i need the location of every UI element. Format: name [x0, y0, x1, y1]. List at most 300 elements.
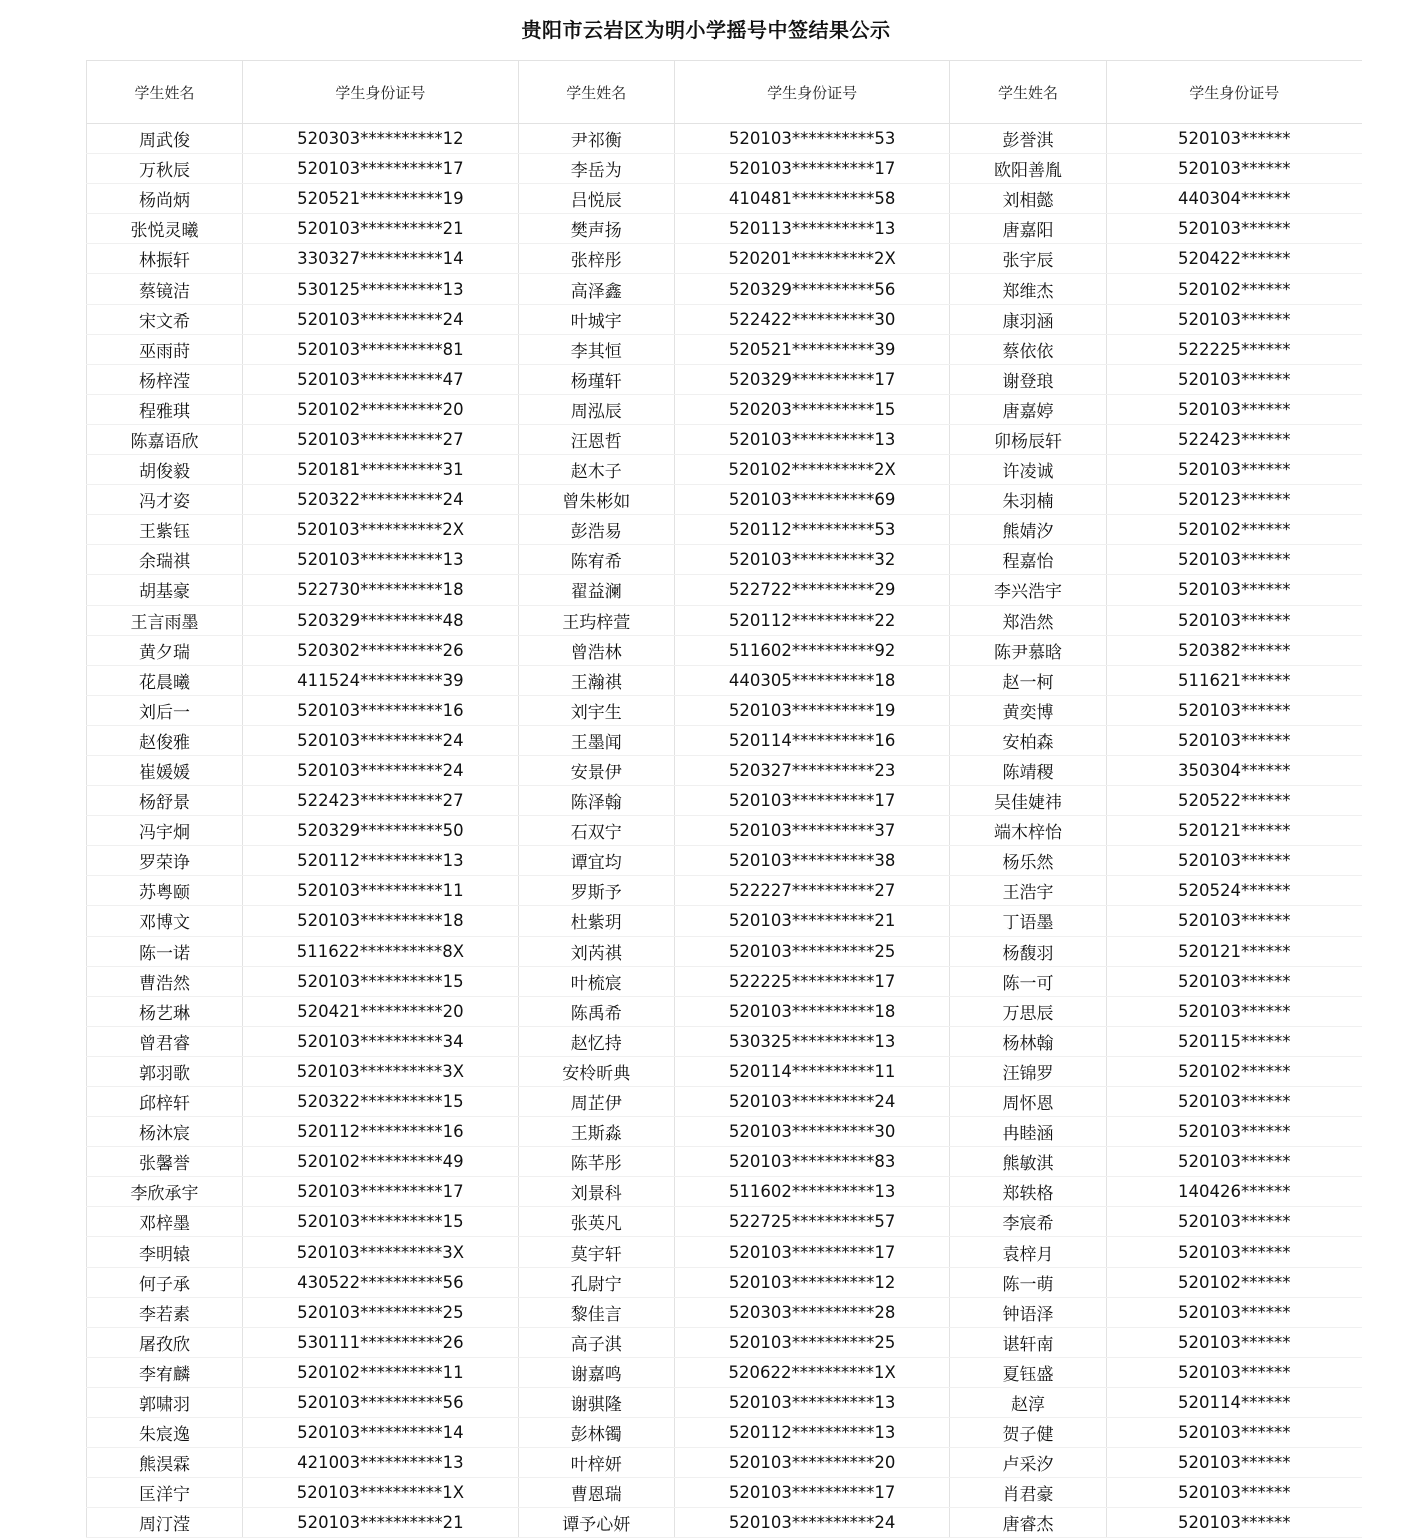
table-row: [87, 1327, 1363, 1357]
student-id-cell: 520103**********11: [243, 876, 519, 906]
student-name-cell: 蔡镜洁: [87, 274, 243, 304]
student-id-cell: 520522******: [1106, 786, 1362, 816]
table-header-row: [87, 61, 1363, 124]
student-id-cell: 520103**********24: [674, 1087, 950, 1117]
student-id-cell: 330327**********14: [243, 244, 519, 274]
student-name-cell: 熊敏淇: [950, 1147, 1106, 1177]
student-id-cell: 520113**********13: [674, 214, 950, 244]
student-id-cell: 520201**********2X: [674, 244, 950, 274]
table-row: [87, 244, 1363, 274]
student-name-cell: 曾朱彬如: [518, 485, 674, 515]
student-id-cell: 520103**********18: [674, 996, 950, 1026]
student-id-cell: 520102**********49: [243, 1147, 519, 1177]
student-name-cell: 刘芮祺: [518, 936, 674, 966]
student-name-cell: 陈一可: [950, 966, 1106, 996]
table-row: [87, 906, 1363, 936]
student-name-cell: 杨瑾轩: [518, 364, 674, 394]
student-name-cell: 杨舒景: [87, 786, 243, 816]
student-name-cell: 李兴浩宇: [950, 575, 1106, 605]
student-id-cell: 522225******: [1106, 334, 1362, 364]
student-name-cell: 石双宁: [518, 816, 674, 846]
student-id-cell: 522423******: [1106, 424, 1362, 454]
student-name-cell: 陈尹慕晗: [950, 635, 1106, 665]
student-name-cell: 郑维杰: [950, 274, 1106, 304]
student-name-cell: 李欣承宇: [87, 1177, 243, 1207]
results-table-viewport[interactable]: [86, 60, 1291, 1536]
table-row: [87, 1508, 1363, 1538]
student-id-cell: 520103**********47: [243, 364, 519, 394]
student-id-cell: 520103**********21: [243, 1508, 519, 1538]
student-id-cell: 520103******: [1106, 394, 1362, 424]
student-name-cell: 唐嘉婷: [950, 394, 1106, 424]
student-name-cell: 陈嘉语欣: [87, 424, 243, 454]
student-id-cell: 520203**********15: [674, 394, 950, 424]
lottery-results-table: [86, 60, 1362, 1538]
student-name-cell: 熊淏霖: [87, 1448, 243, 1478]
student-name-cell: 夏钰盛: [950, 1357, 1106, 1387]
table-row: [87, 1267, 1363, 1297]
student-name-cell: 谌轩南: [950, 1327, 1106, 1357]
table-row: [87, 1237, 1363, 1267]
table-row: [87, 786, 1363, 816]
student-name-cell: 高子淇: [518, 1327, 674, 1357]
student-name-cell: 谭予心妍: [518, 1508, 674, 1538]
student-name-cell: 邱梓轩: [87, 1087, 243, 1117]
table-row: [87, 364, 1363, 394]
student-id-cell: 520103******: [1106, 1207, 1362, 1237]
table-row: [87, 876, 1363, 906]
student-name-cell: 巫雨莳: [87, 334, 243, 364]
student-id-cell: 520103**********16: [243, 695, 519, 725]
student-name-cell: 张馨誉: [87, 1147, 243, 1177]
student-name-cell: 熊婧汐: [950, 515, 1106, 545]
student-id-cell: 522730**********18: [243, 575, 519, 605]
student-name-cell: 王墨闻: [518, 725, 674, 755]
student-name-cell: 黄夕瑞: [87, 635, 243, 665]
student-name-cell: 安柏森: [950, 725, 1106, 755]
student-name-cell: 张英凡: [518, 1207, 674, 1237]
student-name-cell: 谢骐隆: [518, 1387, 674, 1417]
student-id-cell: 520103**********19: [674, 695, 950, 725]
student-name-cell: 杨沐宸: [87, 1117, 243, 1147]
student-id-cell: 511622**********8X: [243, 936, 519, 966]
student-name-cell: 赵忆持: [518, 1026, 674, 1056]
table-row: [87, 1418, 1363, 1448]
student-id-cell: 520103**********1X: [243, 1478, 519, 1508]
student-id-cell: 440304******: [1106, 184, 1362, 214]
student-name-cell: 钟语泽: [950, 1297, 1106, 1327]
student-id-cell: 421003**********13: [243, 1448, 519, 1478]
student-name-cell: 王言雨墨: [87, 605, 243, 635]
student-name-cell: 陈一诺: [87, 936, 243, 966]
student-id-cell: 520112**********16: [243, 1117, 519, 1147]
table-row: [87, 936, 1363, 966]
student-id-cell: 522725**********57: [674, 1207, 950, 1237]
student-id-cell: 520102**********2X: [674, 455, 950, 485]
student-name-cell: 苏粤颐: [87, 876, 243, 906]
student-name-cell: 张悦灵曦: [87, 214, 243, 244]
student-id-cell: 520103******: [1106, 1478, 1362, 1508]
student-id-cell: 440305**********18: [674, 665, 950, 695]
student-name-cell: 陈一萌: [950, 1267, 1106, 1297]
page-title: 贵阳市云岩区为明小学摇号中签结果公示: [521, 18, 891, 42]
student-name-cell: 杨乐然: [950, 846, 1106, 876]
student-name-cell: 丁语墨: [950, 906, 1106, 936]
student-name-cell: 朱宸逸: [87, 1418, 243, 1448]
student-name-cell: 花晨曦: [87, 665, 243, 695]
student-name-cell: 万思辰: [950, 996, 1106, 1026]
student-id-cell: 520103******: [1106, 605, 1362, 635]
table-row: [87, 124, 1363, 154]
table-row: [87, 455, 1363, 485]
student-name-cell: 杨艺琳: [87, 996, 243, 1026]
student-name-cell: 谢嘉鸣: [518, 1357, 674, 1387]
student-id-cell: 520103**********17: [674, 1478, 950, 1508]
student-id-cell: 520521**********39: [674, 334, 950, 364]
student-id-cell: 520103**********81: [243, 334, 519, 364]
student-name-cell: 周怀恩: [950, 1087, 1106, 1117]
column-header-student-name: 学生姓名: [950, 61, 1106, 124]
student-name-cell: 贺子健: [950, 1418, 1106, 1448]
student-id-cell: 520103**********18: [243, 906, 519, 936]
student-id-cell: 411524**********39: [243, 665, 519, 695]
student-id-cell: 520622**********1X: [674, 1357, 950, 1387]
student-name-cell: 叶梳宸: [518, 966, 674, 996]
student-id-cell: 520112**********13: [243, 846, 519, 876]
student-id-cell: 520103******: [1106, 124, 1362, 154]
table-row: [87, 846, 1363, 876]
student-name-cell: 周汀滢: [87, 1508, 243, 1538]
student-id-cell: 522225**********17: [674, 966, 950, 996]
table-row: [87, 755, 1363, 785]
student-id-cell: 520103**********69: [674, 485, 950, 515]
student-id-cell: 520114**********16: [674, 725, 950, 755]
student-name-cell: 邓梓墨: [87, 1207, 243, 1237]
student-name-cell: 曾浩林: [518, 635, 674, 665]
student-name-cell: 王斯淼: [518, 1117, 674, 1147]
student-name-cell: 冉睦涵: [950, 1117, 1106, 1147]
student-id-cell: 520112**********22: [674, 605, 950, 635]
student-name-cell: 黎佳言: [518, 1297, 674, 1327]
student-id-cell: 520422******: [1106, 244, 1362, 274]
student-id-cell: 520103******: [1106, 545, 1362, 575]
student-name-cell: 吕悦辰: [518, 184, 674, 214]
table-row: [87, 1056, 1363, 1086]
student-name-cell: 尹祁衡: [518, 124, 674, 154]
student-name-cell: 吴佳婕祎: [950, 786, 1106, 816]
student-name-cell: 屠孜欣: [87, 1327, 243, 1357]
table-row: [87, 816, 1363, 846]
student-name-cell: 许凌诚: [950, 455, 1106, 485]
student-name-cell: 王瀚祺: [518, 665, 674, 695]
table-row: [87, 1026, 1363, 1056]
student-id-cell: 520103**********3X: [243, 1237, 519, 1267]
table-row: [87, 515, 1363, 545]
student-name-cell: 杜紫玥: [518, 906, 674, 936]
student-id-cell: 520102**********11: [243, 1357, 519, 1387]
student-id-cell: 522722**********29: [674, 575, 950, 605]
student-name-cell: 曹浩然: [87, 966, 243, 996]
student-id-cell: 520103******: [1106, 996, 1362, 1026]
student-id-cell: 520103******: [1106, 304, 1362, 334]
table-row: [87, 665, 1363, 695]
table-row: [87, 214, 1363, 244]
student-name-cell: 王玙梓萱: [518, 605, 674, 635]
student-name-cell: 何子承: [87, 1267, 243, 1297]
student-id-cell: 520329**********50: [243, 816, 519, 846]
student-id-cell: 520103**********30: [674, 1117, 950, 1147]
student-id-cell: 520112**********53: [674, 515, 950, 545]
student-id-cell: 520103**********25: [243, 1297, 519, 1327]
student-id-cell: 520103**********53: [674, 124, 950, 154]
student-name-cell: 安景伊: [518, 755, 674, 785]
table-row: [87, 575, 1363, 605]
student-name-cell: 彭誉淇: [950, 124, 1106, 154]
column-header-student-name: 学生姓名: [518, 61, 674, 124]
student-id-cell: 520322**********15: [243, 1087, 519, 1117]
student-id-cell: 520421**********20: [243, 996, 519, 1026]
student-id-cell: 520103******: [1106, 575, 1362, 605]
student-name-cell: 刘景科: [518, 1177, 674, 1207]
student-name-cell: 赵淳: [950, 1387, 1106, 1417]
student-id-cell: 520103******: [1106, 1357, 1362, 1387]
student-id-cell: 410481**********58: [674, 184, 950, 214]
student-name-cell: 叶梓妍: [518, 1448, 674, 1478]
student-name-cell: 刘宇生: [518, 695, 674, 725]
student-id-cell: 520103******: [1106, 966, 1362, 996]
student-name-cell: 谭宜均: [518, 846, 674, 876]
student-id-cell: 520103**********25: [674, 1327, 950, 1357]
student-name-cell: 张梓彤: [518, 244, 674, 274]
table-body: [87, 124, 1363, 1538]
student-id-cell: 530111**********26: [243, 1327, 519, 1357]
student-name-cell: 刘相懿: [950, 184, 1106, 214]
student-id-cell: 520521**********19: [243, 184, 519, 214]
student-name-cell: 李宸希: [950, 1207, 1106, 1237]
student-id-cell: 520103**********13: [674, 424, 950, 454]
student-id-cell: 520181**********31: [243, 455, 519, 485]
student-id-cell: 520114**********11: [674, 1056, 950, 1086]
student-name-cell: 陈宥希: [518, 545, 674, 575]
table-row: [87, 1448, 1363, 1478]
table-row: [87, 394, 1363, 424]
student-id-cell: 520103**********32: [674, 545, 950, 575]
table-row: [87, 424, 1363, 454]
student-id-cell: 530125**********13: [243, 274, 519, 304]
student-name-cell: 翟益澜: [518, 575, 674, 605]
student-id-cell: 520103**********24: [243, 755, 519, 785]
student-name-cell: 唐嘉阳: [950, 214, 1106, 244]
student-name-cell: 陈靖稷: [950, 755, 1106, 785]
table-row: [87, 725, 1363, 755]
student-id-cell: 520103**********38: [674, 846, 950, 876]
student-name-cell: 周泓辰: [518, 394, 674, 424]
student-id-cell: 520103******: [1106, 1508, 1362, 1538]
student-name-cell: 郭羽歌: [87, 1056, 243, 1086]
student-id-cell: 520103******: [1106, 695, 1362, 725]
student-name-cell: 冯宇炯: [87, 816, 243, 846]
student-id-cell: 520115******: [1106, 1026, 1362, 1056]
student-id-cell: 520102******: [1106, 1056, 1362, 1086]
student-name-cell: 杨梓滢: [87, 364, 243, 394]
table-row: [87, 1357, 1363, 1387]
student-id-cell: 520103**********56: [243, 1387, 519, 1417]
student-name-cell: 黄奕博: [950, 695, 1106, 725]
student-id-cell: 520524******: [1106, 876, 1362, 906]
table-row: [87, 1147, 1363, 1177]
student-id-cell: 520103******: [1106, 214, 1362, 244]
student-id-cell: 520103**********17: [243, 154, 519, 184]
student-id-cell: 520329**********17: [674, 364, 950, 394]
student-id-cell: 520103******: [1106, 154, 1362, 184]
student-id-cell: 520103**********17: [674, 154, 950, 184]
student-name-cell: 宋文希: [87, 304, 243, 334]
student-id-cell: 520322**********24: [243, 485, 519, 515]
table-row: [87, 635, 1363, 665]
student-id-cell: 520103**********15: [243, 966, 519, 996]
student-id-cell: 520103******: [1106, 1117, 1362, 1147]
student-name-cell: 欧阳善胤: [950, 154, 1106, 184]
student-name-cell: 杨馥羽: [950, 936, 1106, 966]
student-name-cell: 唐睿杰: [950, 1508, 1106, 1538]
student-name-cell: 陈禹希: [518, 996, 674, 1026]
student-name-cell: 王浩宇: [950, 876, 1106, 906]
student-name-cell: 余瑞祺: [87, 545, 243, 575]
student-id-cell: 520103******: [1106, 846, 1362, 876]
student-id-cell: 520102**********20: [243, 394, 519, 424]
student-id-cell: 520103**********34: [243, 1026, 519, 1056]
student-name-cell: 汪锦罗: [950, 1056, 1106, 1086]
student-id-cell: 520303**********28: [674, 1297, 950, 1327]
student-id-cell: 520103**********20: [674, 1448, 950, 1478]
student-name-cell: 罗斯予: [518, 876, 674, 906]
student-id-cell: 520102******: [1106, 274, 1362, 304]
table-row: [87, 274, 1363, 304]
student-id-cell: 520102******: [1106, 515, 1362, 545]
student-id-cell: 520103******: [1106, 1087, 1362, 1117]
student-id-cell: 520303**********12: [243, 124, 519, 154]
table-row: [87, 1177, 1363, 1207]
student-id-cell: 520103**********3X: [243, 1056, 519, 1086]
table-row: [87, 485, 1363, 515]
student-id-cell: 520329**********48: [243, 605, 519, 635]
student-name-cell: 李宥麟: [87, 1357, 243, 1387]
table-row: [87, 545, 1363, 575]
student-name-cell: 杨林翰: [950, 1026, 1106, 1056]
student-name-cell: 叶城宇: [518, 304, 674, 334]
student-id-cell: 520103**********27: [243, 424, 519, 454]
student-name-cell: 杨尚炳: [87, 184, 243, 214]
student-id-cell: 520121******: [1106, 936, 1362, 966]
student-name-cell: 端木梓怡: [950, 816, 1106, 846]
student-id-cell: 520103******: [1106, 1237, 1362, 1267]
student-name-cell: 曾君睿: [87, 1026, 243, 1056]
student-id-cell: 520329**********56: [674, 274, 950, 304]
student-id-cell: 520103**********24: [243, 725, 519, 755]
student-id-cell: 520103**********13: [674, 1387, 950, 1417]
student-name-cell: 卢采汐: [950, 1448, 1106, 1478]
student-id-cell: 520103**********21: [243, 214, 519, 244]
column-header-student-id: 学生身份证号: [1106, 61, 1362, 124]
student-name-cell: 朱羽楠: [950, 485, 1106, 515]
table-row: [87, 1387, 1363, 1417]
student-id-cell: 520327**********23: [674, 755, 950, 785]
student-name-cell: 刘后一: [87, 695, 243, 725]
student-name-cell: 袁梓月: [950, 1237, 1106, 1267]
student-id-cell: 520103******: [1106, 455, 1362, 485]
student-id-cell: 520103**********13: [243, 545, 519, 575]
student-id-cell: 520302**********26: [243, 635, 519, 665]
student-name-cell: 蔡依依: [950, 334, 1106, 364]
student-name-cell: 卯杨辰轩: [950, 424, 1106, 454]
student-name-cell: 陈芊彤: [518, 1147, 674, 1177]
student-name-cell: 孔尉宁: [518, 1267, 674, 1297]
student-id-cell: 140426******: [1106, 1177, 1362, 1207]
student-id-cell: 520121******: [1106, 816, 1362, 846]
student-name-cell: 李岳为: [518, 154, 674, 184]
student-id-cell: 520103**********17: [243, 1177, 519, 1207]
student-id-cell: 520103**********83: [674, 1147, 950, 1177]
student-name-cell: 郑浩然: [950, 605, 1106, 635]
column-header-student-name: 学生姓名: [87, 61, 243, 124]
student-id-cell: 520103******: [1106, 1327, 1362, 1357]
student-name-cell: 肖君豪: [950, 1478, 1106, 1508]
table-row: [87, 695, 1363, 725]
student-id-cell: 520114******: [1106, 1387, 1362, 1417]
student-name-cell: 谢登琅: [950, 364, 1106, 394]
student-name-cell: 胡俊毅: [87, 455, 243, 485]
student-id-cell: 520103**********15: [243, 1207, 519, 1237]
student-name-cell: 王紫钰: [87, 515, 243, 545]
student-name-cell: 赵一柯: [950, 665, 1106, 695]
student-id-cell: 520103**********14: [243, 1418, 519, 1448]
student-id-cell: 350304******: [1106, 755, 1362, 785]
student-id-cell: 530325**********13: [674, 1026, 950, 1056]
student-id-cell: 520112**********13: [674, 1418, 950, 1448]
column-header-student-id: 学生身份证号: [243, 61, 519, 124]
student-name-cell: 郭啸羽: [87, 1387, 243, 1417]
table-row: [87, 1087, 1363, 1117]
table-row: [87, 1207, 1363, 1237]
table-row: [87, 334, 1363, 364]
table-row: [87, 304, 1363, 334]
table-row: [87, 966, 1363, 996]
student-name-cell: 万秋辰: [87, 154, 243, 184]
student-id-cell: 511602**********92: [674, 635, 950, 665]
student-name-cell: 赵木子: [518, 455, 674, 485]
student-name-cell: 周武俊: [87, 124, 243, 154]
student-name-cell: 周芷伊: [518, 1087, 674, 1117]
student-id-cell: 520103**********24: [674, 1508, 950, 1538]
student-id-cell: 520382******: [1106, 635, 1362, 665]
student-id-cell: 522423**********27: [243, 786, 519, 816]
student-name-cell: 匡洋宁: [87, 1478, 243, 1508]
student-name-cell: 李若素: [87, 1297, 243, 1327]
student-name-cell: 程嘉怡: [950, 545, 1106, 575]
student-name-cell: 曹恩瑞: [518, 1478, 674, 1508]
table-row: [87, 996, 1363, 1026]
student-name-cell: 樊声扬: [518, 214, 674, 244]
student-id-cell: 520103**********25: [674, 936, 950, 966]
student-name-cell: 程雅琪: [87, 394, 243, 424]
student-name-cell: 林振轩: [87, 244, 243, 274]
student-id-cell: 520103******: [1106, 1147, 1362, 1177]
student-name-cell: 郑轶格: [950, 1177, 1106, 1207]
student-id-cell: 520103**********2X: [243, 515, 519, 545]
table-row: [87, 1478, 1363, 1508]
student-id-cell: 511602**********13: [674, 1177, 950, 1207]
student-name-cell: 李明辕: [87, 1237, 243, 1267]
